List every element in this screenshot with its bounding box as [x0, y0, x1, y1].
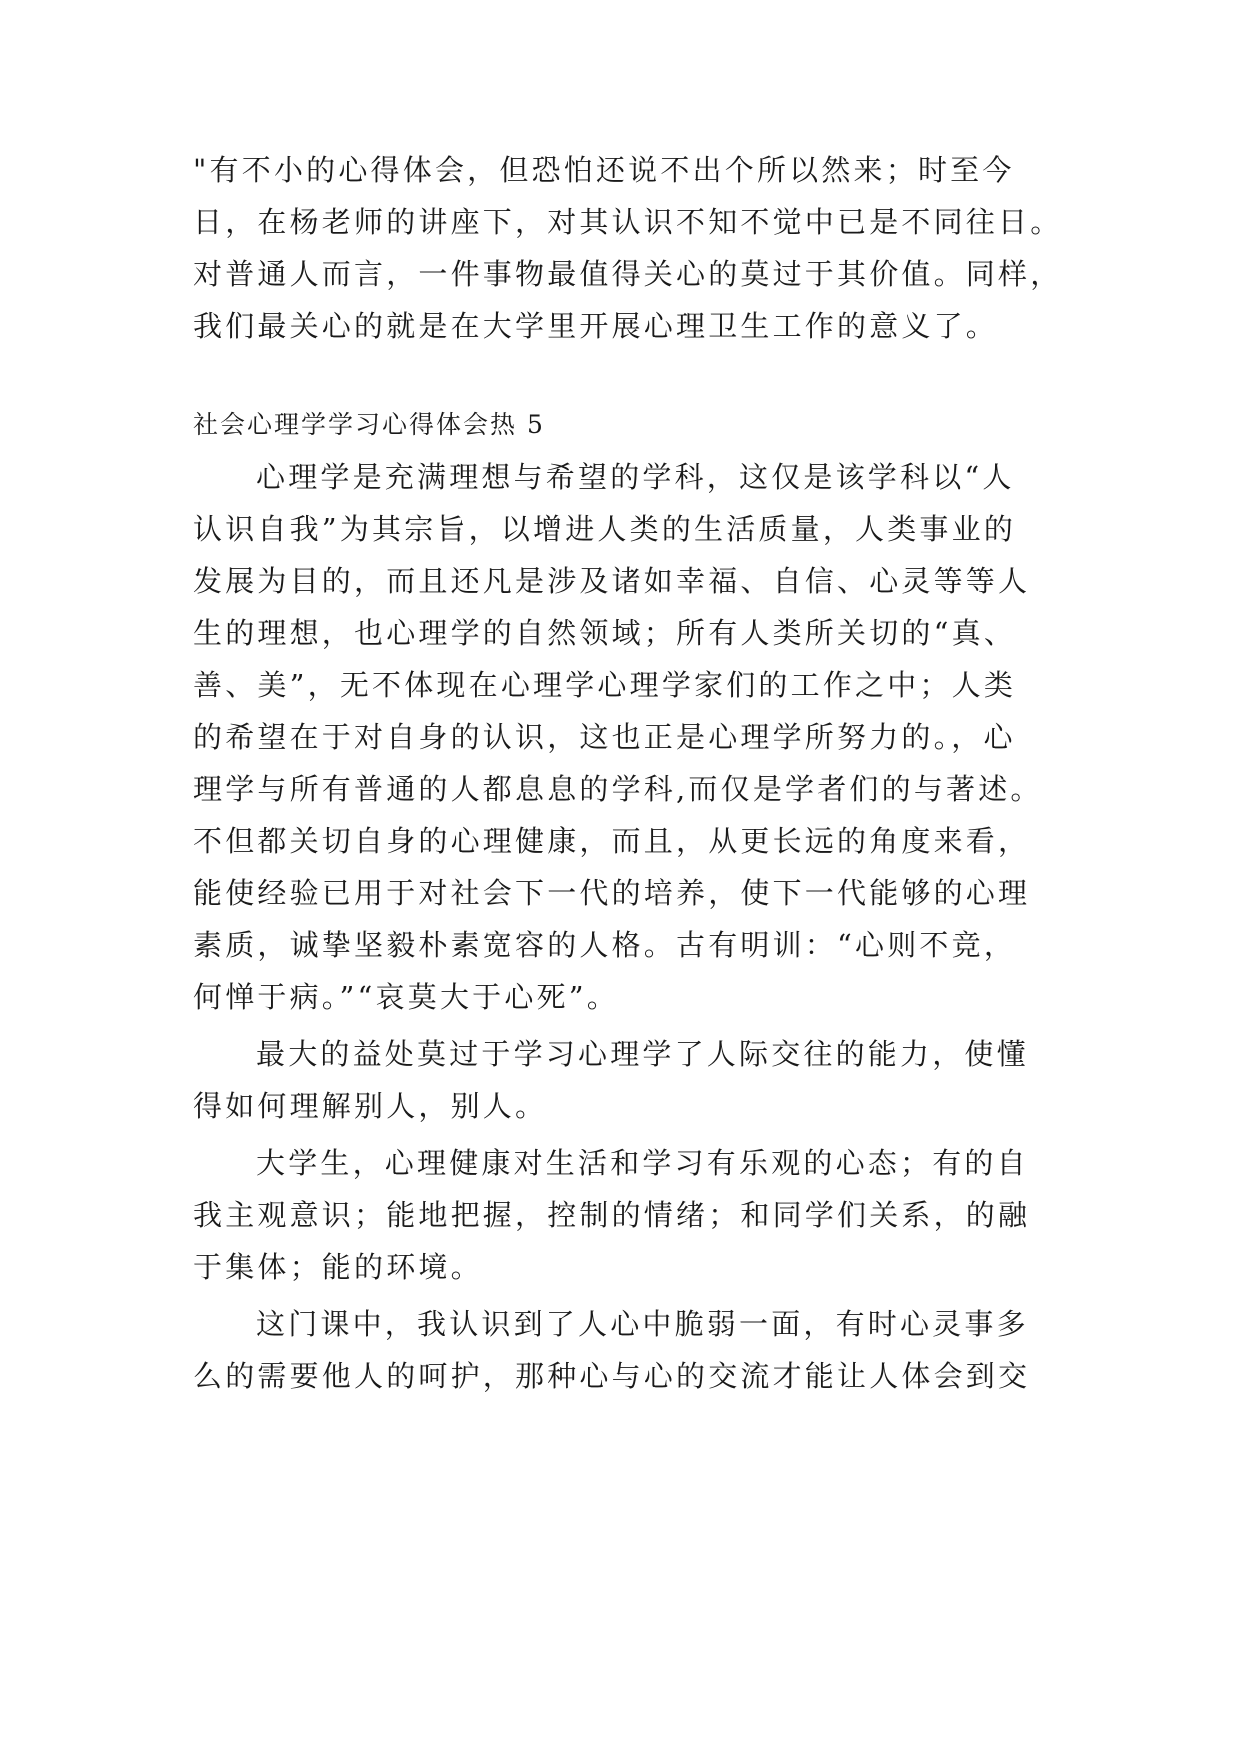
intro-line: "有不小的心得体会，但恐怕还说不出个所以然来；时至今 — [193, 153, 1015, 187]
paragraph-line: 素质，诚挚坚毅朴素宽容的人格。古有明训：“心则不竞， — [193, 928, 1017, 962]
paragraph-line: 不但都关切自身的心理健康，而且，从更长远的角度来看， — [193, 824, 1031, 858]
paragraph-line: 得如何理解别人，别人。 — [193, 1089, 548, 1123]
paragraph-line: 我主观意识；能地把握，控制的情绪；和同学们关系，的融 — [193, 1198, 1031, 1232]
paragraph-line: 善、美”，无不体现在心理学心理学家们的工作之中；人类 — [193, 668, 1017, 702]
paragraph-line: 理学与所有普通的人都息息的学科,而仅是学者们的与著述。 — [193, 772, 1043, 806]
paragraph-line: 最大的益处莫过于学习心理学了人际交往的能力，使懂 — [256, 1037, 1029, 1071]
paragraph-line: 的希望在于对自身的认识，这也正是心理学所努力的。，心 — [193, 720, 1016, 754]
section-title: 社会心理学学习心得体会热 5 — [193, 410, 545, 439]
paragraph-line: 么的需要他人的呵护，那种心与心的交流才能让人体会到交 — [193, 1359, 1031, 1393]
paragraph-line: 于集体；能的环境。 — [193, 1250, 483, 1284]
intro-line: 日，在杨老师的讲座下，对其认识不知不觉中已是不同往日。 — [193, 205, 1063, 239]
paragraph-line: 大学生，心理健康对生活和学习有乐观的心态；有的自 — [256, 1146, 1029, 1180]
paragraph-line: 生的理想，也心理学的自然领域；所有人类所关切的“真、 — [193, 616, 1017, 650]
paragraph-line: 这门课中，我认识到了人心中脆弱一面，有时心灵事多 — [256, 1307, 1029, 1341]
intro-line: 对普通人而言，一件事物最值得关心的莫过于其价值。同样， — [193, 257, 1063, 291]
paragraph-line: 能使经验已用于对社会下一代的培养，使下一代能够的心理 — [193, 876, 1031, 910]
paragraph-line: 何惮于病。”“哀莫大于心死”。 — [193, 980, 619, 1014]
paragraph-line: 心理学是充满理想与希望的学科，这仅是该学科以“人 — [256, 460, 1015, 494]
paragraph-line: 发展为目的，而且还凡是涉及诸如幸福、自信、心灵等等人 — [193, 564, 1031, 598]
paragraph-line: 认识自我”为其宗旨，以增进人类的生活质量，人类事业的 — [193, 512, 1017, 546]
intro-line: 我们最关心的就是在大学里开展心理卫生工作的意义了。 — [193, 309, 999, 343]
